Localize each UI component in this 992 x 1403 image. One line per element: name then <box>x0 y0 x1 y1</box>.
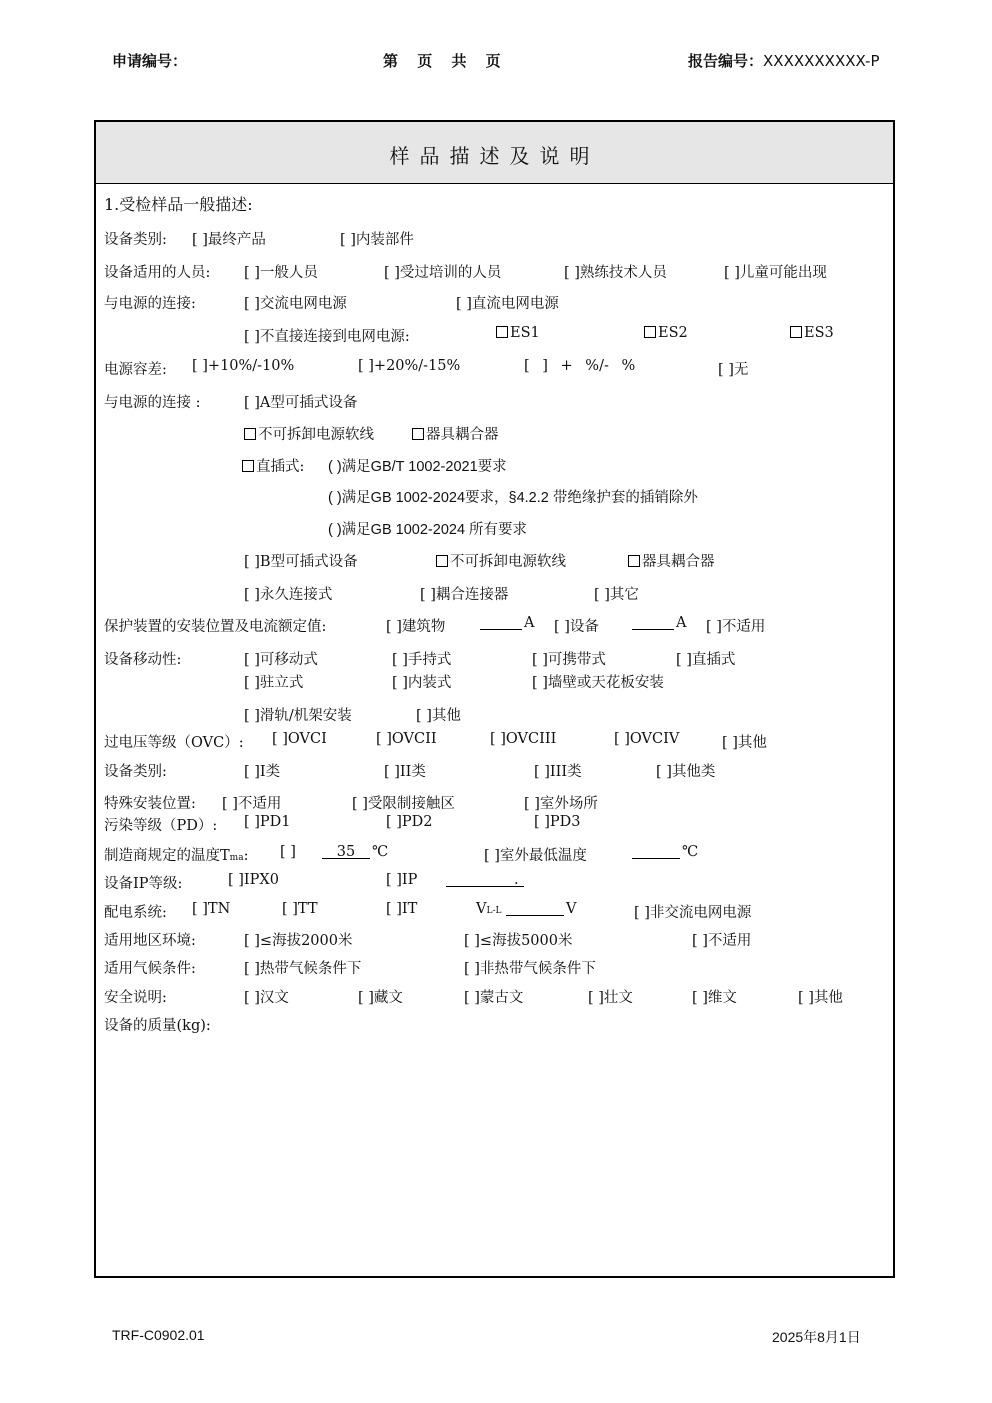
option-language-other[interactable]: [ ]其他 <box>798 990 843 1006</box>
option-not-directly-connected[interactable]: [ ]不直接连接到电网电源: <box>244 329 410 345</box>
option-tolerance-none[interactable]: [ ]无 <box>718 362 749 378</box>
option-type-b-pluggable[interactable]: [ ]B型可插式设备 <box>244 554 358 570</box>
option-zhuang[interactable]: [ ]壮文 <box>588 990 633 1006</box>
section-title-bar <box>96 122 893 184</box>
option-ip-custom[interactable]: [ ]IP <box>386 872 418 888</box>
climate-row <box>104 957 884 978</box>
option-uyghur[interactable]: [ ]维文 <box>692 990 737 1006</box>
option-ovc-iii[interactable]: [ ]OVCIII <box>490 731 557 747</box>
ip-code-dot: . <box>514 872 519 888</box>
type-a-subs-row <box>244 423 884 444</box>
power-connection-row <box>104 292 884 313</box>
safety-language-row <box>104 986 884 1007</box>
device-category-row <box>104 228 414 249</box>
device-current-blank[interactable] <box>632 615 674 630</box>
other-connection-row <box>244 583 884 604</box>
option-location-na[interactable]: [ ]不适用 <box>222 796 282 812</box>
option-es2[interactable]: ES2 <box>644 325 688 341</box>
footer-date: 2025年8月1日 <box>772 1329 861 1345</box>
overvoltage-row <box>104 731 884 752</box>
option-type-a-appliance-coupler[interactable]: 器具耦合器 <box>412 423 499 444</box>
option-ipx0[interactable]: [ ]IPX0 <box>228 872 279 888</box>
mobility-row-3 <box>244 704 884 725</box>
ip-code-blank[interactable] <box>446 872 524 887</box>
page-count-label: 第 页 共 页 <box>383 52 501 70</box>
outdoor-temperature-blank[interactable] <box>632 844 680 859</box>
option-tn[interactable]: [ ]TN <box>192 901 231 917</box>
protection-device-label: 保护装置的安装位置及电流额定值: <box>104 619 327 635</box>
option-skilled-person[interactable]: [ ]熟练技术人员 <box>564 265 667 281</box>
pollution-degree-row <box>104 814 884 835</box>
option-type-a-nondetachable-cord[interactable]: 不可拆卸电源软线 <box>244 427 374 443</box>
option-class-ii[interactable]: [ ]II类 <box>384 764 426 780</box>
direct-plug-checkbox[interactable] <box>242 460 254 472</box>
option-chinese[interactable]: [ ]汉文 <box>244 990 289 1006</box>
option-pd2[interactable]: [ ]PD2 <box>386 814 433 830</box>
option-it[interactable]: [ ]IT <box>386 901 418 917</box>
option-connection-other[interactable]: [ ]其它 <box>594 587 639 603</box>
type-a-coupler-checkbox[interactable] <box>412 428 424 440</box>
option-class-iii[interactable]: [ ]III类 <box>534 764 582 780</box>
option-non-ac-mains[interactable]: [ ]非交流电网电源 <box>634 905 752 921</box>
applicable-persons-row <box>104 261 884 282</box>
report-number-label: 报告编号： <box>688 52 764 70</box>
distribution-system-row <box>104 901 884 922</box>
option-tolerance-20-15[interactable]: [ ]+20%/-15% <box>358 358 461 374</box>
option-ac-mains[interactable]: [ ]交流电网电源 <box>244 296 347 312</box>
option-altitude-5000[interactable]: [ ]≤海拔5000米 <box>464 933 573 949</box>
equipment-class-row <box>104 760 884 781</box>
option-transportable[interactable]: [ ]可携带式 <box>532 652 606 668</box>
es3-checkbox[interactable] <box>790 326 802 338</box>
safety-language-label: 安全说明: <box>104 990 167 1006</box>
option-type-b-appliance-coupler[interactable]: 器具耦合器 <box>628 550 715 571</box>
line-voltage-label: VL-L <box>476 901 502 917</box>
distribution-system-label: 配电系统: <box>104 905 167 921</box>
option-instructed-person[interactable]: [ ]受过培训的人员 <box>384 265 502 281</box>
sample-description-form <box>94 120 895 1278</box>
temperature-label: 制造商规定的温度Tma: <box>104 848 249 864</box>
option-tolerance-custom[interactable]: [ ] + %/- % <box>524 358 636 374</box>
applicable-persons-label: 设备适用的人员: <box>104 265 211 281</box>
equipment-class-label: 设备类别: <box>104 764 167 780</box>
option-dc-mains[interactable]: [ ]直流电网电源 <box>456 296 559 312</box>
device-mass-label: 设备的质量(kg): <box>104 1018 211 1034</box>
special-location-label: 特殊安装位置: <box>104 796 196 812</box>
option-outdoor-location[interactable]: [ ]室外场所 <box>524 796 598 812</box>
mobility-label: 设备移动性: <box>104 652 182 668</box>
option-direct-plug-in[interactable]: 直插式: <box>242 459 304 475</box>
report-number <box>688 50 880 71</box>
option-ovc-iv[interactable]: [ ]OVCIV <box>614 731 680 747</box>
building-current-blank[interactable] <box>480 615 522 630</box>
es2-checkbox[interactable] <box>644 326 656 338</box>
connection-type-label: 与电源的连接 : <box>104 395 201 411</box>
option-type-b-nondetachable-cord[interactable]: 不可拆卸电源软线 <box>436 550 566 571</box>
type-b-row <box>244 550 884 571</box>
building-current-unit: A <box>524 615 535 631</box>
report-number-value: XXXXXXXXXX-P <box>763 52 880 70</box>
option-non-tropical[interactable]: [ ]非热带气候条件下 <box>464 961 596 977</box>
application-number-label: 申请编号： <box>112 52 188 70</box>
climate-label: 适用气候条件: <box>104 961 196 977</box>
option-restricted-access[interactable]: [ ]受限制接触区 <box>352 796 455 812</box>
option-direct-plug-gb-2024-all[interactable]: ( )满足GB 1002-2024 所有要求 <box>328 522 528 538</box>
form-code: TRF-C0902.01 <box>112 1327 205 1343</box>
option-pd1[interactable]: [ ]PD1 <box>244 814 291 830</box>
section-title: 样品描述及说明 <box>389 144 600 168</box>
device-current-unit: A <box>676 615 687 631</box>
option-es3[interactable]: ES3 <box>790 325 834 341</box>
option-manufacturer-temperature[interactable]: [ ] <box>280 844 296 860</box>
altitude-row <box>104 929 884 950</box>
altitude-label: 适用地区环境: <box>104 933 196 949</box>
mobility-row-2 <box>244 671 884 692</box>
direct-plug-row <box>242 455 882 476</box>
es1-checkbox[interactable] <box>496 326 508 338</box>
option-protection-building[interactable]: [ ]建筑物 <box>386 619 446 635</box>
option-stationary[interactable]: [ ]驻立式 <box>244 675 304 691</box>
option-permanent-connection[interactable]: [ ]永久连接式 <box>244 587 333 603</box>
temperature-value[interactable]: 35 <box>322 844 370 859</box>
pollution-degree-label: 污染等级（PD）: <box>104 818 218 834</box>
protection-device-row <box>104 615 884 636</box>
line-voltage-unit: V <box>566 901 577 917</box>
option-ovc-i[interactable]: [ ]OVCI <box>272 731 327 747</box>
option-type-a-pluggable[interactable]: [ ]A型可插式设备 <box>244 395 358 411</box>
option-direct-plug-gbt-2021[interactable]: ( )满足GB/T 1002-2021要求 <box>328 459 507 475</box>
power-tolerance-row <box>104 358 884 379</box>
option-hand-held[interactable]: [ ]手持式 <box>392 652 452 668</box>
option-protection-device[interactable]: [ ]设备 <box>554 619 599 635</box>
option-movable[interactable]: [ ]可移动式 <box>244 652 318 668</box>
option-tropical[interactable]: [ ]热带气候条件下 <box>244 961 362 977</box>
line-voltage-blank[interactable] <box>506 901 564 916</box>
option-altitude-na[interactable]: [ ]不适用 <box>692 933 752 949</box>
mobility-row-1 <box>104 648 884 669</box>
temperature-row <box>104 844 884 865</box>
option-tt[interactable]: [ ]TT <box>282 901 318 917</box>
indirect-connection-row <box>244 325 884 346</box>
option-rack-mounted[interactable]: [ ]滑轨/机架安装 <box>244 708 352 724</box>
option-ovc-ii[interactable]: [ ]OVCII <box>376 731 437 747</box>
option-final-product[interactable]: [ ]最终产品 <box>192 232 266 248</box>
option-direct-plug-gb-2024-exception[interactable]: ( )满足GB 1002-2024要求，§4.2.2 带绝缘护套的插销除外 <box>328 490 698 506</box>
option-tibetan[interactable]: [ ]藏文 <box>358 990 403 1006</box>
option-altitude-2000[interactable]: [ ]≤海拔2000米 <box>244 933 353 949</box>
type-b-coupler-checkbox[interactable] <box>628 555 640 567</box>
general-description-heading: 1.受检样品一般描述: <box>104 195 253 214</box>
option-mobility-other[interactable]: [ ]其他 <box>416 708 461 724</box>
option-coupled-connector[interactable]: [ ]耦合连接器 <box>420 587 509 603</box>
special-location-row <box>104 792 884 813</box>
option-built-in[interactable]: [ ]内装式 <box>392 675 452 691</box>
power-tolerance-label: 电源容差: <box>104 362 167 378</box>
option-class-i[interactable]: [ ]I类 <box>244 764 281 780</box>
option-children-present[interactable]: [ ]儿童可能出现 <box>724 265 827 281</box>
option-mongolian[interactable]: [ ]蒙古文 <box>464 990 524 1006</box>
overvoltage-label: 过电压等级（OVC）: <box>104 735 244 751</box>
option-protection-na[interactable]: [ ]不适用 <box>706 619 766 635</box>
option-es1[interactable]: ES1 <box>496 325 540 341</box>
ip-rating-row <box>104 872 884 893</box>
option-ovc-other[interactable]: [ ]其他 <box>722 735 767 751</box>
type-b-cord-checkbox[interactable] <box>436 555 448 567</box>
option-tolerance-10-10[interactable]: [ ]+10%/-10% <box>192 358 295 374</box>
connection-type-row <box>104 391 884 412</box>
option-wall-ceiling-mounted[interactable]: [ ]墙壁或天花板安装 <box>532 675 664 691</box>
device-category-label: 设备类别: <box>104 232 167 248</box>
option-built-in-component[interactable]: [ ]内装部件 <box>340 232 414 248</box>
temperature-unit: ℃ <box>372 844 389 860</box>
ip-rating-label: 设备IP等级: <box>104 876 183 892</box>
option-outdoor-min-temperature[interactable]: [ ]室外最低温度 <box>484 848 587 864</box>
type-a-cord-checkbox[interactable] <box>244 428 256 440</box>
power-connection-label: 与电源的连接: <box>104 296 196 312</box>
option-pd3[interactable]: [ ]PD3 <box>534 814 581 830</box>
option-class-other[interactable]: [ ]其他类 <box>656 764 716 780</box>
option-mobility-direct-plug[interactable]: [ ]直插式 <box>676 652 736 668</box>
outdoor-temperature-unit: ℃ <box>682 844 699 860</box>
option-ordinary-person[interactable]: [ ]一般人员 <box>244 265 318 281</box>
